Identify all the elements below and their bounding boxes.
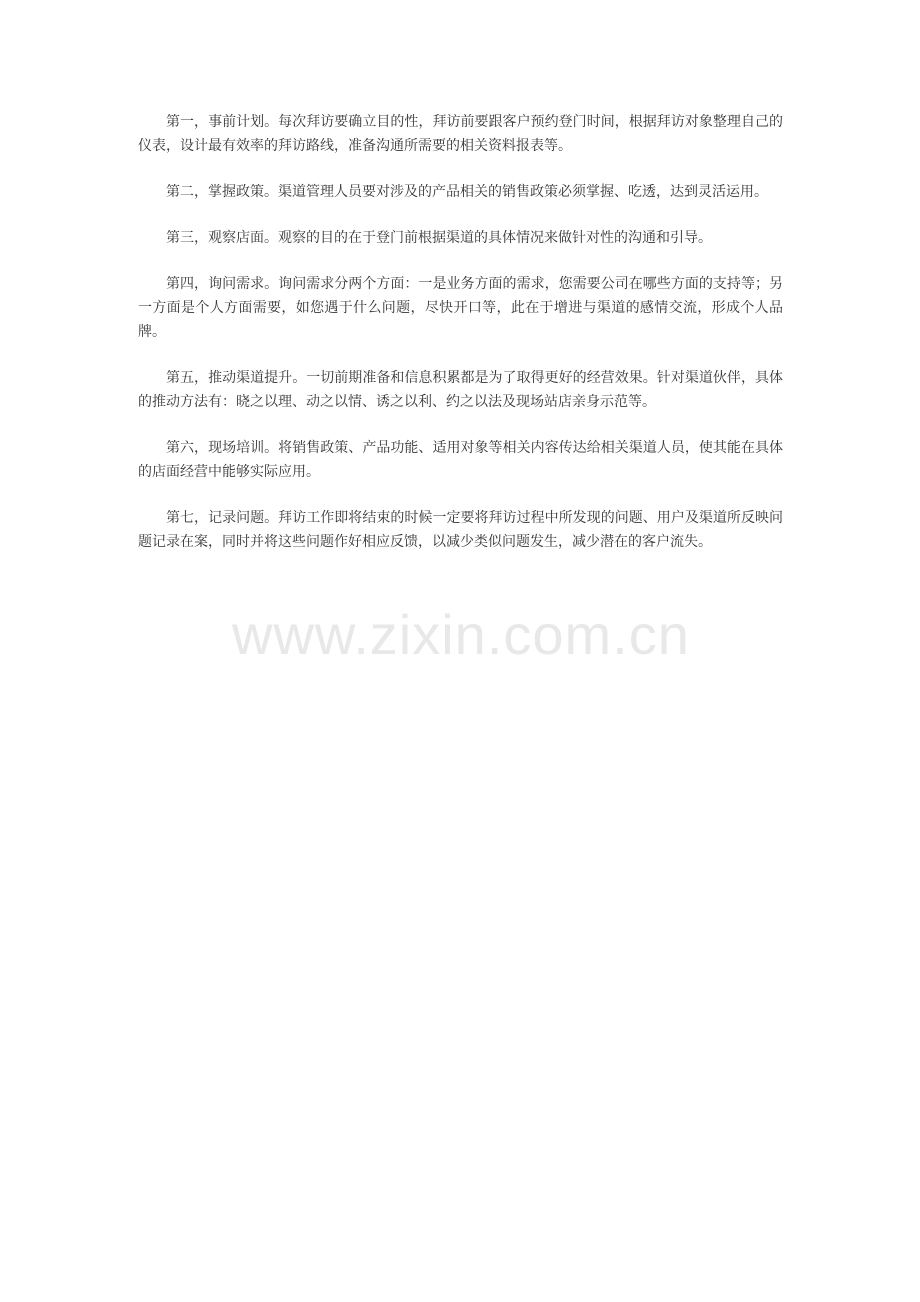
document-body xyxy=(138,110,783,576)
paragraph-step-7: 第七，记录问题。拜访工作即将结束的时候一定要将拜访过程中所发现的问题、用户及渠道所反映问题记录在案，同时并将这些问题作好相应反馈，以减少类似问题发生，减少潜在的客户流失。 xyxy=(138,510,783,550)
paragraph-step-1: 第一，事前计划。每次拜访要确立目的性，拜访前要跟客户预约登门时间，根据拜访对象整理自己的仪表，设计最有效率的拜访路线，准备沟通所需要的相关资料报表等。 xyxy=(138,114,783,154)
paragraph-step-3: 第三，观察店面。观察的目的在于登门前根据渠道的具体情况来做针对性的沟通和引导。 xyxy=(166,230,712,246)
paragraph-step-2: 第二，掌握政策。渠道管理人员要对涉及的产品相关的销售政策必须掌握、吃透，达到灵活运用。 xyxy=(166,184,768,200)
paragraph-step-6: 第六，现场培训。将销售政策、产品功能、适用对象等相关内容传达给相关渠道人员，使其能在具体的店面经营中能够实际应用。 xyxy=(138,440,783,480)
paragraph-step-5: 第五，推动渠道提升。一切前期准备和信息积累都是为了取得更好的经营效果。针对渠道伙伴，具体的推动方法有：晓之以理、动之以情、诱之以利、约之以法及现场站店亲身示范等。 xyxy=(138,370,783,410)
paragraph-step-4: 第四，询问需求。询问需求分两个方面：一是业务方面的需求，您需要公司在哪些方面的支持等；另一方面是个人方面需要，如您遇于什么问题，尽快开口等，此在于增进与渠道的感情交流，形成个人品牌。 xyxy=(138,276,783,340)
watermark: www.zixin.com.cn xyxy=(232,603,690,666)
